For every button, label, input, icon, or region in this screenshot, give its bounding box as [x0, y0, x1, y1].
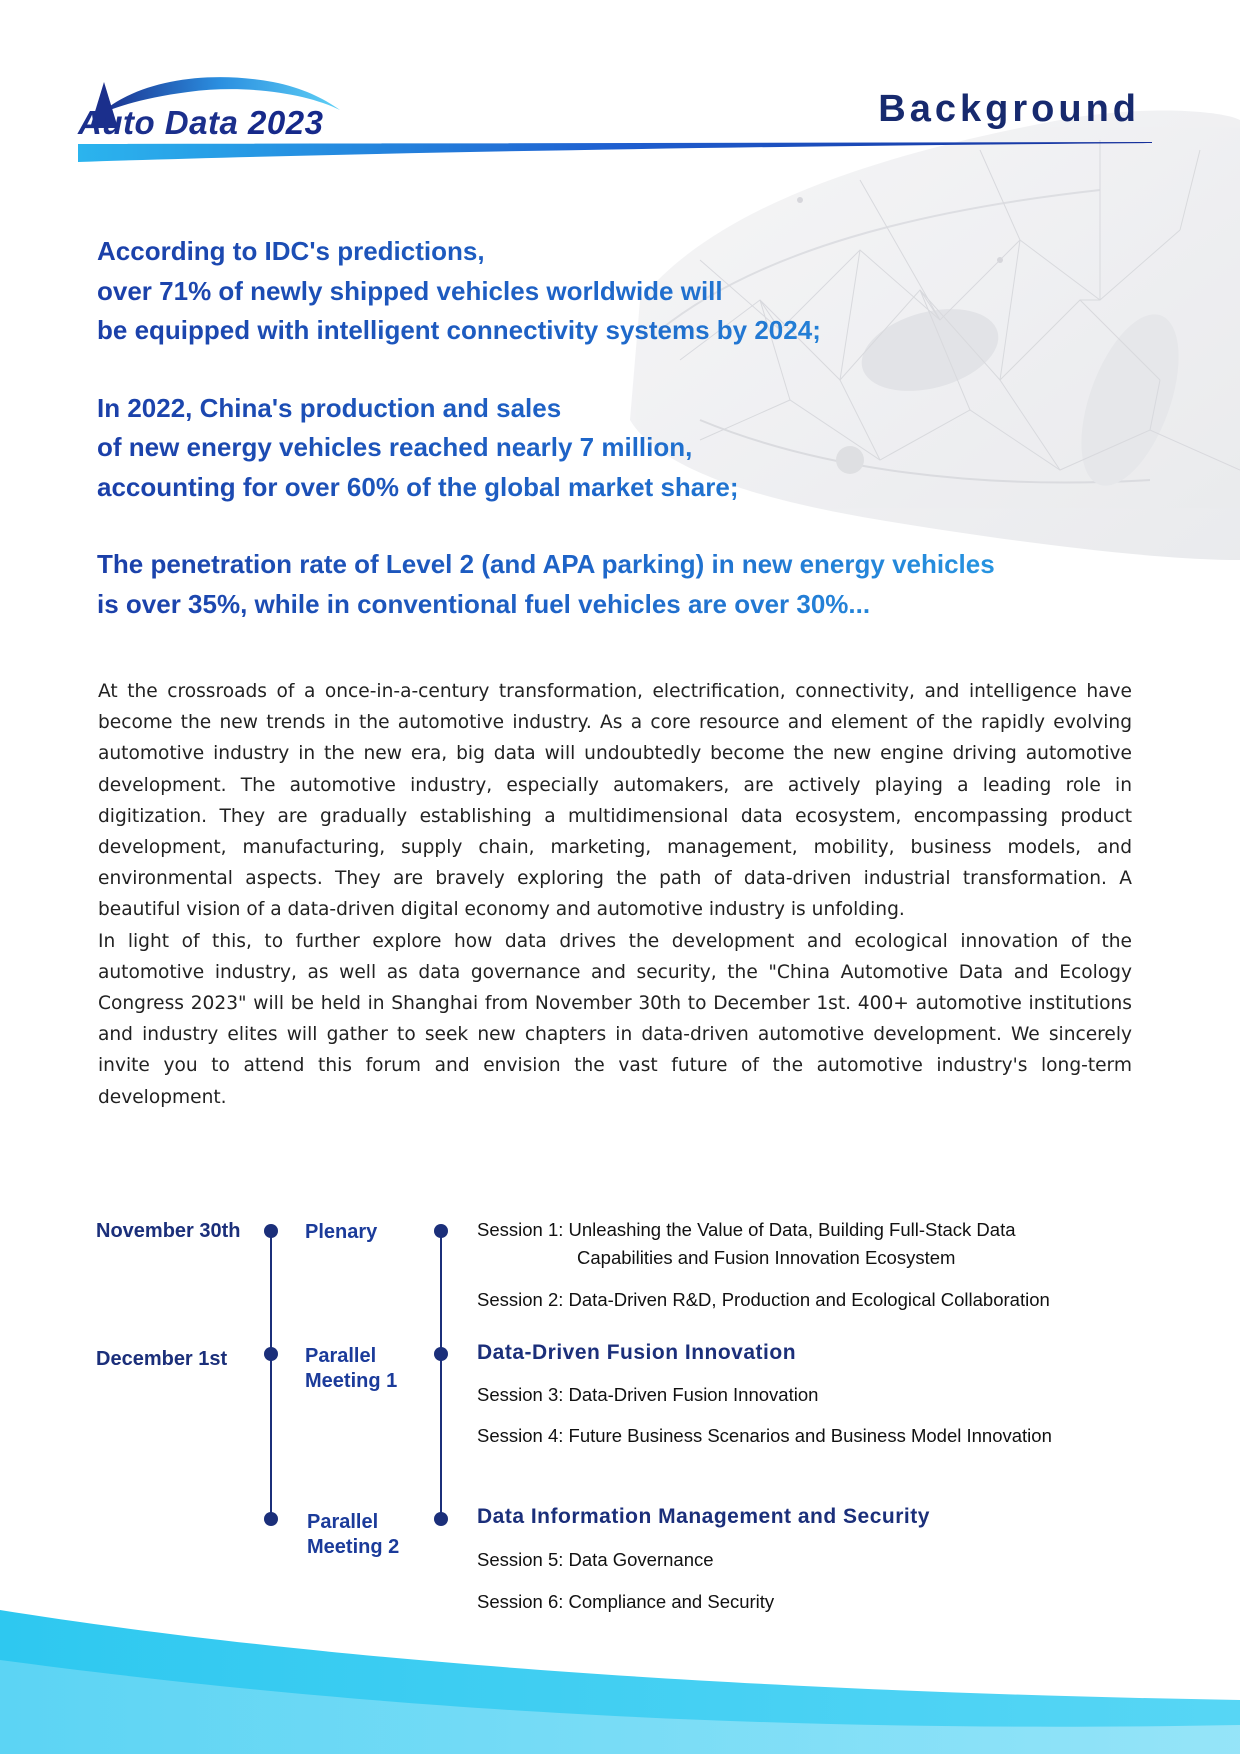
meeting-parallel-1	[305, 1344, 397, 1394]
timeline-line-dates	[270, 1230, 272, 1520]
logo-text-year: 2023	[248, 104, 324, 141]
session-2: Session 2: Data-Driven R&D, Production and Ecological Collaboration	[477, 1289, 1050, 1310]
meeting-parallel-2	[307, 1510, 399, 1560]
highlight-line: is over 35%, while in conventional fuel vehicles are over 30%...	[97, 585, 1157, 625]
logo-text-name: Auto Data	[78, 104, 239, 141]
body-paragraph: In light of this, to further explore how data drives the development and ecological innovation of the automotive industry, as well as data governance and security, the "China Automotive Data and Ecology Congress 2023" will be held in Shanghai from November 30th to December 1st. 400+ automotive institutions and industry elites will gather to seek new chapters in data-driven automotive development. We sincerely invite you to attend this forum and envision the vast future of the automotive industry's long-term development.	[98, 930, 1132, 1108]
meeting-label-line: Parallel	[305, 1345, 377, 1367]
page-title: Background	[878, 88, 1140, 130]
session-5: Session 5: Data Governance	[477, 1549, 714, 1570]
highlight-level2-penetration	[97, 545, 1157, 624]
timeline-dot	[434, 1347, 448, 1361]
highlight-line: be equipped with intelligent connectivity systems by 2024;	[97, 311, 1157, 351]
session-text: Session 1: Unleashing the Value of Data, Building Full-Stack Data	[477, 1219, 1016, 1240]
highlight-idc-prediction	[97, 232, 1157, 351]
highlight-line: The penetration rate of Level 2 (and APA parking) in new energy vehicles	[97, 545, 1157, 585]
timeline-dot	[434, 1224, 448, 1238]
timeline-dot	[264, 1347, 278, 1361]
highlight-line: over 71% of newly shipped vehicles worldwide will	[97, 272, 1157, 312]
timeline-line-meetings	[440, 1230, 442, 1520]
highlight-line: accounting for over 60% of the global market share;	[97, 468, 1157, 508]
date-label-day1: November 30th	[96, 1220, 241, 1242]
auto-data-logo	[78, 70, 348, 150]
highlight-line: According to IDC's predictions,	[97, 232, 1157, 272]
logo-wordmark	[78, 104, 323, 142]
highlight-line: In 2022, China's production and sales	[97, 389, 1157, 429]
meeting-label-line: Meeting 2	[307, 1536, 400, 1558]
session-4: Session 4: Future Business Scenarios and Business Model Innovation	[477, 1425, 1052, 1446]
body-paragraph: At the crossroads of a once-in-a-century transformation, electrification, connectivity, and intelligence have become the new trends in the automotive industry. As a core resource and element of the rapidly evolving automotive industry in the new era, big data will undoubtedly become the new engine driving automotive development. The automotive industry, especially automakers, are actively playing a leading role in digitization. They are gradually establishing a multidimensional data ecosystem, encompassing product development, manufacturing, supply chain, marketing, management, mobility, business models, and environmental aspects. They are bravely exploring the path of data-driven industrial transformation. A beautiful vision of a data-driven digital economy and automotive industry is unfolding.	[98, 681, 1132, 921]
highlight-statements	[97, 232, 1157, 662]
highlight-line: of new energy vehicles reached nearly 7 million,	[97, 428, 1157, 468]
date-label-day2: December 1st	[96, 1348, 228, 1370]
timeline-dot	[264, 1512, 278, 1526]
session-1	[477, 1216, 1016, 1272]
background-body-text	[98, 676, 1132, 1113]
session-text: Capabilities and Fusion Innovation Ecosystem	[577, 1247, 956, 1268]
theme-parallel-1: Data-Driven Fusion Innovation	[477, 1341, 797, 1364]
timeline-dot	[264, 1224, 278, 1238]
session-3: Session 3: Data-Driven Fusion Innovation	[477, 1384, 819, 1405]
meeting-label-line: Meeting 1	[305, 1370, 398, 1392]
meeting-plenary: Plenary	[305, 1221, 378, 1243]
session-6: Session 6: Compliance and Security	[477, 1591, 775, 1612]
timeline-dot	[434, 1512, 448, 1526]
meeting-label-line: Parallel	[307, 1511, 379, 1533]
theme-parallel-2: Data Information Management and Security	[477, 1505, 930, 1528]
highlight-china-nev	[97, 389, 1157, 508]
agenda-timeline	[0, 1200, 1240, 1660]
